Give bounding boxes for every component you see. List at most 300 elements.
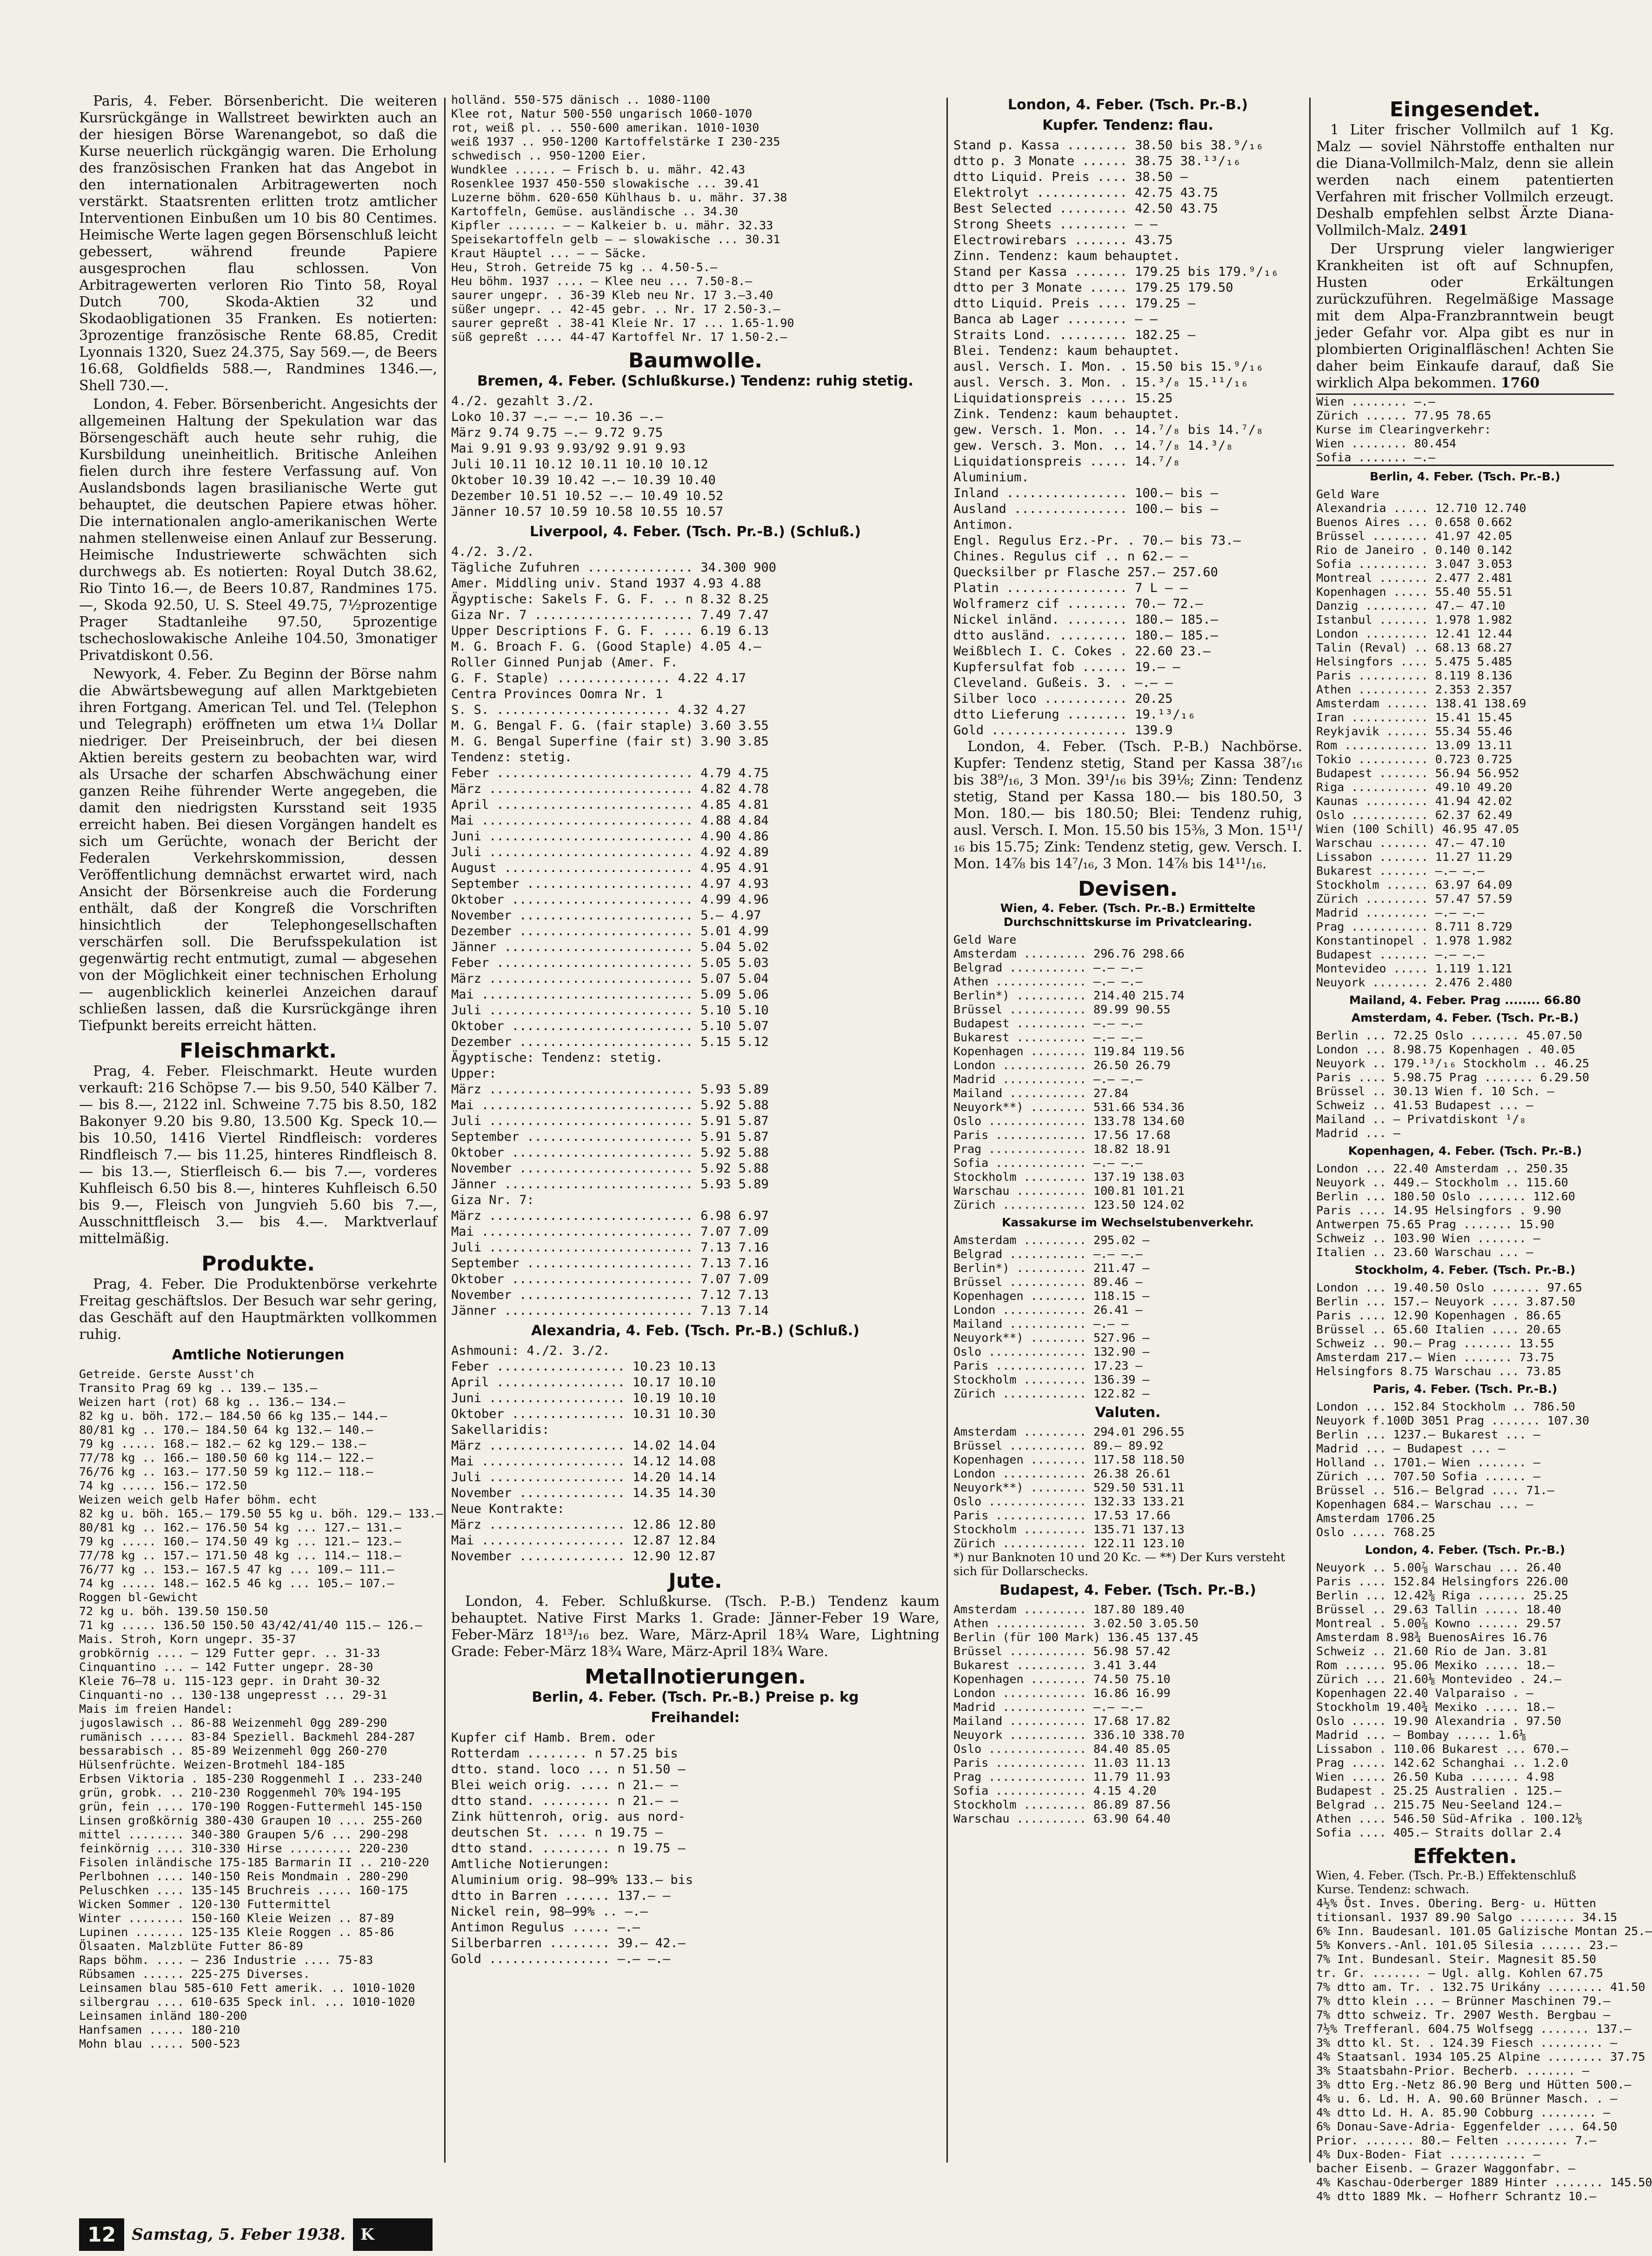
table-row: Neuyork ........... 336.10 338.70 [953,1728,1185,1742]
table-row: Wundklee ...... — Frisch b. u. mähr. 42.43 [451,163,746,176]
table-row: April ................. 10.17 10.10 [451,1375,716,1390]
berlin-devisen-heading: Berlin, 4. Feber. (Tsch. Pr.-B.) [1370,470,1560,483]
table-row: Erbsen Viktoria . 185-230 Roggenmehl I .. 233-240 [79,1772,422,1785]
table-row: silbergrau .... 610-635 Speck inl. ... 1010-1020 [79,1995,415,2009]
table-row: Sofia .... 405.— Straits dollar 2.4 [1316,1826,1561,1839]
table-row: Jänner ......................... 5.93 5.89 [451,1177,769,1191]
table-row: Amsterdam 217.— Wien ....... 73.75 [1316,1351,1554,1364]
table-row: Alexandria ..... 12.710 12.740 [1316,501,1526,515]
table-row: Stockholm ......... 86.89 87.56 [953,1798,1171,1811]
table-row: Liquidationspreis ..... 14.⁷/₈ [953,454,1180,469]
table-row: Strong Sheets ......... — — [953,217,1158,232]
table-row: 7% dtto schweiz. Tr. 2907 Westh. Bergbau — [1316,2008,1611,2022]
table-row: 4% Dux-Boden- Fiat ........... — [1316,2148,1540,2161]
table-row: M. G. Broach F. G. (Good Staple) 4.05 4.— [451,639,761,654]
table-row: März ........................... 5.93 5.89 [451,1082,769,1097]
table-row: November ....................... 5.— 4.97 [451,908,761,923]
table-row: Luzerne böhm. 620-650 Kühlhaus b. u. mähr. 37.38 [451,191,787,204]
table-row: November .............. 12.90 12.87 [451,1549,716,1564]
table-row: gew. Versch. 3. Mon. .. 14.⁷/₈ 14.³/₈ [953,439,1233,453]
london-devisen-heading: London, 4. Feber. (Tsch. Pr.-B.) [1365,1543,1565,1557]
table-row: Paris ............. 17.53 17.66 [953,1509,1171,1522]
table-row: süßer ungepr. .. 42-45 gebr. .. Nr. 17 2.50-3.— [451,302,780,316]
table-row: Tägliche Zufuhren .............. 34.300 900 [451,560,776,575]
table-row: Jänner ......................... 5.04 5.02 [451,940,769,954]
table-row: Talin (Reval) .. 68.13 68.27 [1316,641,1512,654]
effekten-table [1316,1897,1652,2203]
kassakurse-heading: Kassakurse im Wechselstubenverkehr. [1002,1216,1254,1229]
kopenhagen-table [1316,1162,1614,1259]
table-row: 82 kg u. böh. 172.— 184.50 66 kg 135.— 144.— [79,1409,387,1423]
table-row: Oslo .............. 132.90 — [953,1345,1150,1358]
table-row: Amsterdam ......... 294.01 296.55 [953,1425,1185,1438]
table-row: Transito Prag 69 kg .. 139.— 135.— [79,1381,317,1395]
table-row: Holland .. 1701.— Wien ....... — [1316,1456,1540,1469]
table-row: Lissabon ....... 11.27 11.29 [1316,850,1512,864]
table-row: Jänner ......................... 7.13 7.14 [451,1304,769,1318]
table-row: Amsterdam 8.98¾ BuenosAires 16.76 [1316,1630,1547,1644]
table-row: Weißblech I. C. Cokes . 22.60 23.— [953,644,1211,659]
table-row: Danzig ......... 47.— 47.10 [1316,599,1505,612]
table-row: Zürich ............ 123.50 124.02 [953,1198,1185,1211]
table-row: dtto stand. ......... n 19.75 — [451,1841,686,1856]
table-row: Zürich ............ 122.82 — [953,1387,1150,1400]
table-row: Amsterdam ......... 296.76 298.66 [953,947,1185,960]
table-row: Madrid ... — Budapest ... — [1316,1442,1505,1455]
table-row: Oslo ..... 19.90 Alexandria . 97.50 [1316,1714,1561,1728]
table-row: Chines. Regulus cif .. n 62.— — [953,549,1188,564]
bremen-heading: Bremen, 4. Feber. (Schlußkurse.) Tendenz: ruhig stetig. [477,373,913,389]
table-row: Straits Lond. ......... 182.25 — [953,328,1196,342]
table-row: Neuyork .. 449.— Stockholm .. 115.60 [1316,1176,1568,1189]
table-row: Neuyork .. 179.¹³/₁₆ Stockholm .. 46.25 [1316,1057,1589,1070]
paris-report: Paris, 4. Feber. Börsenbericht. Die weiteren Kursrückgänge in Wallstreet bewirkten auch an der hiesigen Börse Warenangebot, so daß die Kurse neuerlich rückgängig waren. Die Erholung des französischen Franken hat das Angebot in den internationalen Arbitragewerten noch verstärkt. Staatsrenten erlitten trotz amtlicher Interventionen Einbußen um 10 bis 80 Centimes. Heimische Werte lagen gegen Börsenschluß leicht gebessert, während freunde Papiere ausgesprochen flau schlossen. Von Arbitragewerten verloren Rio Tinto 58, Royal Dutch 700, Skoda-Aktien 32 und Skodaobligationen 35 Franken. Es notierten: 3prozentige französische Rente 68.85, Credit Lyonnais 1320, Suez 24.375, Say 569.—, de Beers 16.68, Goldfields 588.—, Randmines 1346.—, Shell 730.—. [79,93,437,394]
table-row: Best Selected ......... 42.50 43.75 [953,201,1218,216]
table-row: Silber loco ........... 20.25 [953,692,1173,706]
newyork-report: Newyork, 4. Feber. Zu Beginn der Börse nahm die Abwärtsbewegung auf allen Marktgebieten ihren Fortgang. American Tel. und Tel. (Telephon und Telegraph) eröffneten um etwa 1¼ Dollar niedriger. Der Preiseinbruch, der bei diesen Aktien bereits gestern zu beobachten war, wird als Ursache der scharfen Abschwächung einer ganzen Reihe führender Werte angegeben, die damit den niedrigsten Kursstand seit 1935 erreicht haben. Bei diesen Vorgängen handelt es sich um Gerüchte, wonach der Bericht der Federalen Verkehrskommission, dessen Veröffentlichung demnächst erwartet wird, nach Ansicht der Börsenkreise auch die Forderung enthält, daß der Kongreß die Vorschriften hinsichtlich der Telephongesellschaften verschärfen soll. Die Berufsspekulation ist gegenwärtig recht entmutigt, zumal — abgesehen von der Möglichkeit einer technischen Erholung — augenblicklich keinerlei Anzeichen darauf schließen lassen, daß die Kursrückgänge ihren Tiefpunkt bereits erreicht hätten. [79,666,437,1034]
table-row: Linsen großkörnig 380-430 Graupen 10 .... 255-260 [79,1814,422,1827]
table-row: Banca ab Lager ........ — — [953,312,1158,326]
jute-heading: Jute. [668,1569,722,1593]
table-row: 80/81 kg .. 162.— 176.50 54 kg ... 127.— 131.— [79,1521,401,1534]
table-row: Ägyptische: Sakels F. G. F. .. n 8.32 8.25 [451,592,769,606]
table-row: 6% Donau-Save-Adria- Eggenfelder .... 64.50 [1316,2120,1618,2133]
table-row: Italien .. 23.60 Warschau ... — [1316,1245,1533,1259]
table-row: Oktober ........................ 7.07 7.09 [451,1272,769,1286]
table-row: dtto Liquid. Preis .... 179.25 — [953,296,1196,311]
table-row: Mai ............................ 5.92 5.88 [451,1098,769,1112]
table-row: Iran ........... 15.41 15.45 [1316,711,1512,724]
produkte-table [79,1367,443,2051]
table-row: Kurse im Clearingverkehr: [1316,423,1492,436]
table-row: Kupfer cif Hamb. Brem. oder [451,1730,655,1745]
table-row: Silberbarren ........ 39.— 42.— [451,1936,686,1950]
table-row: M. G. Bengal F. G. (fair staple) 3.60 3.55 [451,719,769,733]
table-row: Rio de Janeiro . 0.140 0.142 [1316,543,1512,557]
stockholm-heading: Stockholm, 4. Feber. (Tsch. Pr.-B.) [1354,1263,1576,1277]
table-row: 7% dtto klein ... — Brünner Maschinen 79.— [1316,1994,1611,2008]
fleischmarkt-report: Prag, 4. Feber. Fleischmarkt. Heute wurden verkauft: 216 Schöpse 7.— bis 9.50, 540 Kälber 7.— bis 8.—, 2122 inl. Schweine 7.75 bis 8.50, 182 Bakonyer 9.20 bis 9.80, 13.500 Kg. Speck 10.— bis 10.50, 1416 Viertel Rindfleisch: vorderes Rindfleisch 7.— bis 11.25, hinteres Rindfleisch 8.— bis 13.—, Stierfleisch 6.— bis 7.—, vorderes Kuhfleisch 6.50 bis 8.—, hinteres Kuhfleisch 6.50 bis 9.—, Fleisch von Jungvieh 5.60 bis 7.—, Ausschnittfleisch 3.— bis 4.—. Marktverlauf mittelmäßig. [79,1063,437,1247]
table-row: Mais. Stroh, Korn ungepr. 35-37 [79,1632,296,1646]
table-row: September ...................... 4.97 4.93 [451,877,769,891]
table-row: Montreal . 5.00⅞ Kowno ...... 29.57 [1316,1617,1561,1630]
table-row: Schweiz .. 103.90 Wien ....... — [1316,1231,1540,1245]
table-row: Riga ........... 49.10 49.20 [1316,780,1512,794]
table-row: Liquidationspreis ..... 15.25 [953,391,1173,406]
produkte-report: Prag, 4. Feber. Die Produktenbörse verkehrte Freitag geschäftslos. Der Besuch war sehr gering, das Geschäft auf den Hauptmärkten vollkommen ruhig. [79,1276,437,1343]
table-row: Budapest ....... 56.94 56.952 [1316,766,1519,780]
table-row: Amtliche Notierungen: [451,1857,610,1871]
table-row: ausl. Versch. 3. Mon. . 15.³/₈ 15.¹¹/₁₆ [953,375,1248,390]
table-row: Oktober ........................ 5.10 5.07 [451,1019,769,1033]
table-row: London ............ 26.38 26.61 [953,1467,1171,1480]
table-row: grün, grobk. .. 210-230 Roggenmehl 70% 194-195 [79,1786,401,1799]
table-row: Mai ............................ 4.88 4.84 [451,813,769,828]
table-row: Zürich ...... 77.95 78.65 [1316,409,1492,422]
table-row: Madrid ......... —.— —.— [1316,906,1485,919]
table-row: 4½% Öst. Inves. Obering. Berg- u. Hütten [1316,1897,1597,1910]
table-row: Blei weich orig. .... n 21.— — [451,1778,678,1792]
table-row: März 9.74 9.75 —.— 9.72 9.75 [451,426,663,440]
table-row: Oktober 10.39 10.42 —.— 10.39 10.40 [451,473,716,487]
table-row: Kleie 76—78 u. 115-123 gepr. in Draht 30-32 [79,1674,380,1688]
table-row: Zink. Tendenz: kaum behauptet. [953,407,1180,421]
table-row: rot, weiß pl. .. 550-600 amerikan. 1010-1030 [451,121,759,134]
table-row: Oktober ............... 10.31 10.30 [451,1407,716,1421]
table-row: Cinquantino ... — 142 Futter ungepr. 28-30 [79,1660,373,1674]
table-row: Paris .... 14.95 Helsingfors . 9.90 [1316,1204,1561,1217]
table-row: dtto p. 3 Monate ...... 38.75 38.¹³/₁₆ [953,154,1241,168]
table-row: Platin ................ 7 L — — [953,581,1188,595]
table-row: März .................. 12.86 12.80 [451,1517,716,1532]
table-row: Upper: [451,1066,497,1081]
table-row: Feber .......................... 4.79 4.75 [451,766,769,780]
table-row: Athen ............. —.— —.— [953,975,1143,988]
amtliche-notierungen-heading: Amtliche Notierungen [172,1347,345,1363]
table-row: 4% dtto 1889 Mk. — Hofherr Schrantz 10.— [1316,2189,1597,2203]
table-row: Madrid ... — [1316,1126,1400,1140]
table-row: Stockholm ...... 63.97 64.09 [1316,878,1512,892]
freihandel-heading: Freihandel: [651,1710,740,1726]
table-row: Amsterdam 1706.25 [1316,1511,1435,1525]
table-row: 4% dtto Ld. H. A. 85.90 Cobburg ........ — [1316,2106,1611,2119]
table-row: 5% Konvers.-Anl. 101.05 Silesia ...... 23.— [1316,1938,1618,1952]
table-row: Feber ................. 10.23 10.13 [451,1359,716,1374]
table-row: Berlin ... 1237.— Bukarest ... — [1316,1428,1540,1441]
table-row: schwedisch .. 950-1200 Eier. [451,149,647,162]
table-row: Oslo .............. 84.40 85.05 [953,1742,1171,1756]
kupfer-heading: Kupfer. Tendenz: flau. [1042,117,1213,133]
metallnotierungen-heading: Metallnotierungen. [585,1665,806,1689]
table-row: Nickel rein, 98—99% .. —.— [451,1904,648,1919]
baumwolle-heading: Baumwolle. [628,349,762,373]
table-row: Berlin ... 180.50 Oslo ....... 112.60 [1316,1190,1575,1203]
devisen-heading: Devisen. [1078,877,1178,901]
page-mark: K [353,2225,382,2244]
table-row: Aluminium. [953,470,1029,485]
table-row: 3% Staatsbahn-Prior. Becherb. ....... — [1316,2064,1589,2077]
table-row: Sakellaridis: [451,1423,550,1437]
table-row: Zürich ... 21.60⅛ Montevideo . 24.— [1316,1672,1561,1686]
table-row: dtto. stand. loco ... n 51.50 — [451,1762,686,1777]
table-row: Ashmouni: 4./2. 3./2. [451,1344,610,1358]
table-row: Ägyptische: Tendenz: stetig. [451,1051,663,1065]
table-row: London ............ 26.41 — [953,1303,1143,1317]
table-row: dtto Liquid. Preis .... 38.50 — [953,170,1188,184]
table-row: Giza Nr. 7 ..................... 7.49 7.47 [451,608,769,622]
seeds-table [451,93,939,344]
table-row: Juni .................. 10.19 10.10 [451,1391,716,1405]
table-row: weiß 1937 .. 950-1200 Kartoffelstärke I 230-235 [451,135,780,148]
bremen-table [451,393,939,520]
table-row: Inland ................ 100.— bis — [953,486,1218,500]
table-row: 79 kg ..... 168.— 182.— 62 kg 129.— 138.— [79,1437,366,1451]
table-row: Stand per Kassa ....... 179.25 bis 179.⁹/₁₆ [953,265,1279,279]
table-row: holländ. 550-575 dänisch .. 1080-1100 [451,93,710,106]
table-row: Mai 9.91 9.93 9.93/92 9.91 9.93 [451,441,686,456]
table-row: Gold ................ —.— —.— [451,1952,671,1966]
table-row: Nickel inländ. ........ 180.— 185.— [953,612,1218,627]
liverpool-table [451,544,939,1319]
column-4 [1316,93,1652,2203]
table-row: Wien ........ 80.454 [1316,437,1457,450]
table-row: Sofia ............. 4.15 4.20 [953,1784,1157,1797]
table-row: 6% Inn. Baudesanl. 101.05 Galizische Montan 25.— [1316,1924,1652,1938]
table-row: Stockholm ......... 137.19 138.03 [953,1170,1185,1184]
table-row: Brüssel ........... 89.99 90.55 [953,1003,1171,1016]
table-row: Helsingfors 8.75 Warschau ... 73.85 [1316,1364,1561,1378]
table-row: Rosenklee 1937 450-550 slowakische ... 39.41 [451,177,759,190]
column-2 [451,93,939,2176]
table-row: Paris .... 12.90 Kopenhagen . 86.65 [1316,1309,1561,1322]
table-row: Zürich ......... 57.47 57.59 [1316,892,1512,905]
table-row: Budapest .......... —.— —.— [953,1017,1143,1030]
table-row: Wicken Sommer . 120-130 Futtermittel [79,1897,331,1911]
table-row: rumänisch ..... 83-84 Speziell. Backmehl 284-287 [79,1730,415,1744]
table-row: Madrid ............ —.— —.— [953,1700,1143,1714]
table-row: Gold .................. 139.9 [953,723,1173,738]
table-row: Belgrad ........... —.— —.— [953,1247,1143,1261]
table-row: Athen .......... 2.353 2.357 [1316,683,1512,696]
table-row: saurer ungepr. . 36-39 Kleb neu Nr. 17 3.—3.40 [451,288,773,302]
table-row: Elektrolyt ............ 42.75 43.75 [953,186,1218,200]
wien-devisen-table [953,933,1302,1212]
table-row: Paris ............. 17.23 — [953,1359,1143,1372]
table-row: Kopenhagen ........ 117.58 118.50 [953,1453,1185,1466]
table-row: Juli .................. 14.20 14.14 [451,1470,716,1484]
table-row: G. F. Staple) ............... 4.22 4.17 [451,671,746,685]
table-row: Lissabon . 110.06 Bukarest ... 670.— [1316,1742,1568,1756]
effekten-heading: Effekten. [1413,1844,1517,1868]
effekten-intro: Wien, 4. Feber. (Tsch. Pr.-B.) Effektenschluß Kurse. Tendenz: schwach. [1316,1869,1577,1896]
table-row: Quecksilber pr Flasche 257.— 257.60 [953,565,1218,579]
table-row: Prior. ....... 80.— Felten ......... 7.— [1316,2134,1597,2147]
table-row: Prag ........... 8.711 8.729 [1316,920,1512,933]
table-row: August ......................... 4.95 4.91 [451,861,769,875]
table-row: Amsterdam ......... 187.80 189.40 [953,1603,1185,1616]
table-row: November ....................... 7.12 7.13 [451,1288,769,1302]
table-row: Loko 10.37 —.— —.— 10.36 —.— [451,410,663,424]
table-row: Kopenhagen ........ 118.15 — [953,1289,1150,1303]
table-row: Sofia ....... —.— [1316,451,1435,464]
berlin-devisen-table [1316,487,1614,990]
table-row: 71 kg ..... 136.50 150.50 43/42/41/40 115.— 126.— [79,1618,422,1632]
table-row: Neuyork .. 5.00⅞ Warschau ... 26.40 [1316,1561,1561,1574]
alpa-advert: Der Ursprung vieler langwieriger Krankheiten ist oft auf Schnupfen, Husten oder Erkältungen zurückzuführen. Regelmäßige Massage mit dem Alpa-Franzbranntwein beugt jeder Gefahr vor. Alpa gibt es nur in plombierten Originalfläschen! Achten Sie daher beim Einkaufe darauf, daß Sie wirklich Alpa bekommen. 1760 [1316,241,1614,391]
table-row: 4% u. 6. Ld. H. A. 90.60 Brünner Masch. . — [1316,2092,1618,2105]
table-row: Hanfsamen ..... 180-210 [79,2023,240,2036]
table-row: Berlin ... 157.— Neuyork .... 3.87.50 [1316,1295,1575,1308]
table-row: London ... 19.40.50 Oslo ....... 97.65 [1316,1281,1582,1294]
table-row: Paris .... 152.84 Helsingfors 226.00 [1316,1575,1568,1588]
table-row: Juli ........................... 4.92 4.89 [451,845,769,859]
table-row: London ... 8.98.75 Kopenhagen . 40.05 [1316,1043,1575,1056]
page-date: Samstag, 5. Feber 1938. [124,2218,353,2251]
table-row: Kraut Häuptel ... — — Säcke. [451,246,647,260]
table-row: Bukarest .......... 3.41 3.44 [953,1658,1157,1672]
table-row: Reykjavik ...... 55.34 55.46 [1316,725,1512,738]
column-rule [1309,98,1311,2163]
london-report: London, 4. Feber. Börsenbericht. Angesichts der allgemeinen Haltung der Spekulation war das Börsengeschäft auch heute sehr ruhig, die Kursbildung uneinheitlich. Britische Anleihen fielen durch ihre festere Verfassung auf. Von Auslandsbonds lagen brasilianische Werte gut behauptet, die deutschen Papiere etwas höher. Die internationalen anglo-amerikanischen Werte nahmen stellenweise einen Anlauf zur Besserung. Heimische Industriewerte schwächten sich durchwegs ab. Es notierten: Royal Dutch 38.62, Rio Tinto 16.—, de Beers 10.87, Randmines 175.—, Skoda 92.50, U. S. Steel 49.75, 7½prozentige Prager Stadtanleihe 97.50, 5prozentige tschechoslowakische Anleihe 104.50, 3monatiger Privatdiskont 0.56. [79,396,437,664]
table-row: Roller Ginned Punjab (Amer. F. [451,655,678,670]
table-row: Bukarest ....... —.— —.— [1316,864,1485,878]
liverpool-heading: Liverpool, 4. Feber. (Tsch. Pr.-B.) (Schluß.) [529,524,861,540]
table-row: Budapest ....... —.— —.— [1316,948,1485,961]
table-row: Madrid ... — Bombay ..... 1.6⅛ [1316,1728,1526,1742]
alexandria-heading: Alexandria, 4. Feb. (Tsch. Pr.-B.) (Schluß.) [531,1323,859,1339]
table-row: Leinsamen inländ 180-200 [79,2009,247,2023]
table-row: Prag ..... 142.62 Schanghai .. 1.2.0 [1316,1756,1568,1770]
table-row: Peluschken .... 135-145 Bruchreis ..... 160-175 [79,1883,408,1897]
table-row: dtto stand. ......... n 21.— — [451,1794,678,1808]
table-row: Athen ............. 3.02.50 3.05.50 [953,1617,1199,1630]
table-row: Neue Kontrakte: [451,1502,565,1516]
table-row: Bukarest .......... —.— —.— [953,1031,1143,1044]
table-row: Kupfersulfat fob ...... 19.— — [953,660,1180,674]
table-row: jugoslawisch .. 86-88 Weizenmehl 0gg 289-290 [79,1716,387,1730]
table-row: Mohn blau ..... 500-523 [79,2037,240,2050]
table-row: Neuyork ........ 2.476 2.480 [1316,976,1512,989]
table-row: Brüssel ........... 89.46 — [953,1275,1143,1289]
table-row: Kartoffeln, Gemüse. ausländische .. 34.30 [451,205,739,218]
table-row: Prag .............. 18.82 18.91 [953,1142,1171,1156]
london-devisen-table [1316,1561,1614,1840]
table-row: November ....................... 5.92 5.88 [451,1161,769,1176]
table-row: Blei. Tendenz: kaum behauptet. [953,344,1180,358]
table-row: Mailand ........... —.— — [953,1317,1129,1331]
table-row: Rom ............ 13.09 13.11 [1316,739,1512,752]
table-row: Paris .... 5.98.75 Prag ....... 6.29.50 [1316,1071,1589,1084]
table-row: Raps böhm. .... — 236 Industrie .... 75-83 [79,1953,373,1967]
table-row: Ölsaaten. Malzblüte Futter 86-89 [79,1939,303,1953]
table-row: Berlin (für 100 Mark) 136.45 137.45 [953,1630,1199,1644]
table-row: Wien (100 Schill) 46.95 47.05 [1316,822,1519,836]
table-row: Sofia ............. —.— —.— [953,1156,1143,1170]
table-row: Antimon Regulus ..... —.— [451,1920,640,1935]
table-row: Brüssel .. 65.60 Italien .... 20.65 [1316,1323,1561,1336]
table-row: Warschau ....... 47.— 47.10 [1316,836,1505,850]
table-row: Weizen hart (rot) 68 kg .. 136.— 134.— [79,1395,345,1409]
table-row: Kopenhagen ........ 119.84 119.56 [953,1045,1185,1058]
table-row: 7% dtto am. Tr. . 132.75 Urikány ........ 41.50 [1316,1980,1645,1994]
table-row: September ...................... 7.13 7.16 [451,1256,769,1271]
kassakurse-table [953,1233,1302,1401]
table-row: London ......... 12.41 12.44 [1316,627,1512,640]
table-row: November .............. 14.35 14.30 [451,1486,716,1500]
table-row: Aluminium orig. 98—99% 133.— bis [451,1873,693,1887]
nachboerse-report: London, 4. Feber. (Tsch. P.-B.) Nachbörse. Kupfer: Tendenz stetig, Stand per Kassa 38⁷/₁₆ bis 38⁹/₁₆, 3 Mon. 39¹/₁₆ bis 39⅛; Zinn: Tendenz stetig, Stand per Kassa 180.— bis 180.50, 3 Mon. 180.— bis 180.50; Blei: Tendenz ruhig, ausl. Versch. I. Mon. 15.50 bis 15⅜, 3 Mon. 15¹¹/₁₆ bis 15.75; Zink: Tendenz stetig, gew. Versch. I. Mon. 14⅞ bis 14⁷/₁₆, 3 Mon. 14⅞ bis 14¹¹/₁₆. [953,739,1302,872]
table-row: London ... 22.40 Amsterdam .. 250.35 [1316,1162,1568,1175]
table-row: März ........................... 6.98 6.97 [451,1209,769,1223]
table-row: Kopenhagen 22.40 Valparaiso . — [1316,1686,1533,1700]
table-row: September ...................... 5.91 5.87 [451,1130,769,1144]
table-row: Oslo ........... 62.37 62.49 [1316,808,1512,822]
table-row: Tendenz: stetig. [451,750,573,765]
column-rule [946,98,948,2163]
table-row: feinkörnig .... 310-330 Hirse ......... 220-230 [79,1842,408,1855]
table-row: Belgrad ........... —.— —.— [953,961,1143,974]
table-row: 74 kg ..... 156.— 172.50 [79,1479,247,1492]
table-row: Berlin ... 72.25 Oslo ....... 45.07.50 [1316,1029,1582,1042]
table-row: Rübsamen ...... 225-275 Diverses. [79,1967,310,1981]
budapest-table [953,1603,1302,1826]
table-row: Oslo .............. 133.78 134.60 [953,1114,1185,1128]
table-row: Mailand ........... 17.68 17.82 [953,1714,1171,1728]
table-row: Athen .... 546.50 Süd-Afrika . 100.12⅛ [1316,1812,1582,1825]
table-row: Lupinen ....... 125-135 Kleie Roggen .. 85-86 [79,1925,394,1939]
mailand-line: Mailand, 4. Feber. Prag ........ 66.80 [1349,993,1581,1007]
table-row: Brüssel .. 29.63 Tallin ..... 18.40 [1316,1603,1561,1616]
table-row: 4./2. gezahlt 3./2. [451,394,595,408]
table-row: 76/77 kg .. 153.— 167.5 47 kg ... 109.— 111.— [79,1563,394,1576]
table-row: Mailand .. — Privatdiskont ¹/₈ [1316,1112,1526,1126]
table-row: Mais im freien Handel: [79,1702,233,1716]
table-row: Winter ........ 150-160 Kleie Weizen .. 87-89 [79,1911,394,1925]
table-row: 77/78 kg .. 157.— 171.50 48 kg ... 114.— 118.— [79,1549,401,1562]
table-row: titionsanl. 1937 89.90 Salgo ........ 34.15 [1316,1910,1618,1924]
wien-clearing-table [1316,393,1614,466]
table-row: Montevideo ..... 1.119 1.121 [1316,962,1512,975]
table-row: Klee rot, Natur 500-550 ungarisch 1060-1070 [451,107,753,120]
table-row: Zürich ... 707.50 Sofia ...... — [1316,1470,1540,1483]
table-row: Electrowirebars ....... 43.75 [953,233,1173,247]
table-row: 3% dtto kl. St. . 124.39 Fiesch ......... — [1316,2036,1618,2050]
budapest-heading: Budapest, 4. Feber. (Tsch. Pr.-B.) [999,1582,1256,1598]
table-row: London ............ 16.86 16.99 [953,1686,1171,1700]
table-row: Engl. Regulus Erz.-Pr. . 70.— bis 73.— [953,533,1241,548]
paris-table [1316,1400,1614,1539]
table-row: Zink hüttenroh, orig. aus nord- [451,1810,686,1824]
table-row: dtto Lieferung ........ 19.¹³/₁₆ [953,707,1196,722]
stockholm-table [1316,1281,1614,1378]
table-row: Kopenhagen 684.— Warschau ... — [1316,1497,1533,1511]
table-row: Wien ........ —.— [1316,395,1435,408]
table-row: Feber .......................... 5.05 5.03 [451,956,769,970]
table-row: Jänner 10.57 10.59 10.58 10.55 10.57 [451,505,724,519]
page-number: 12 [79,2223,124,2247]
amsterdam-table [1316,1029,1614,1140]
produkte-heading: Produkte. [201,1252,315,1276]
table-row: Brüssel ........ 41.97 42.05 [1316,529,1512,543]
diana-advert: 1 Liter frischer Vollmilch auf 1 Kg. Malz — soviel Nährstoffe enthalten nur die Diana-Vollmilch-Malz, denn sie allein werden nach einem patentierten Verfahren mit frischer Vollmilch erzeugt. Deshalb empfehlen selbst Ärzte Diana-Vollmilch-Malz. 2491 [1316,122,1614,239]
table-row: S. S. ....................... 4.32 4.27 [451,703,746,717]
table-row: grün, fein .... 170-190 Roggen-Futtermehl 145-150 [79,1800,422,1813]
table-row: Mailand ........... 27.84 [953,1086,1129,1100]
table-row: Tokio .......... 0.723 0.725 [1316,752,1512,766]
table-row: Zürich ............ 122.11 123.10 [953,1537,1185,1550]
table-row: Mai ............................ 5.09 5.06 [451,987,769,1002]
table-row: Antimon. [953,518,1014,532]
